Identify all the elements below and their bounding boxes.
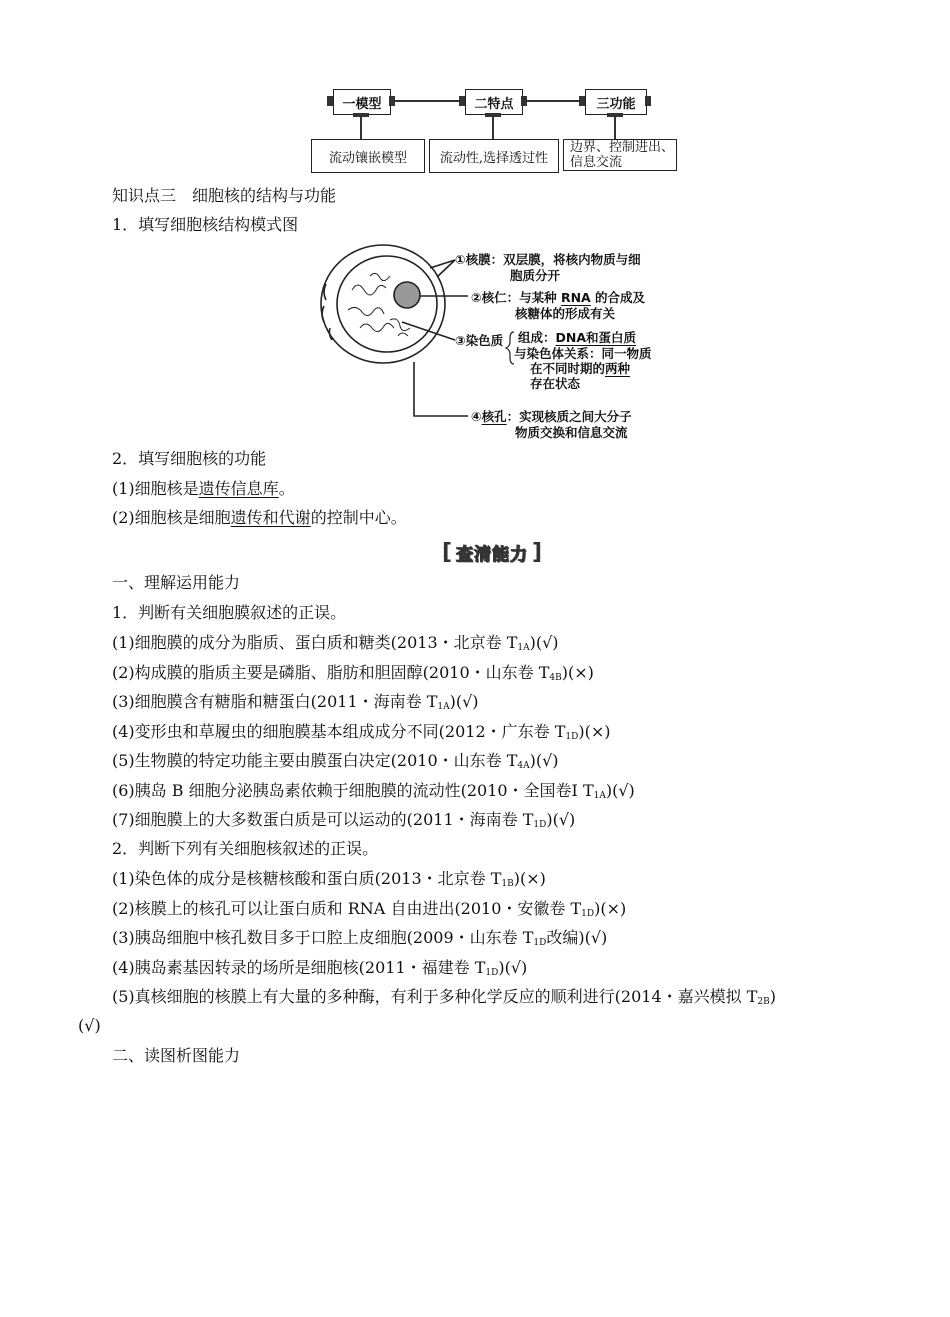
text: 的控制中心。 <box>310 508 407 527</box>
label-text-underlined: 核孔 <box>481 409 507 424</box>
label-text: 核糖体的形成有关 <box>515 306 616 321</box>
label-text: 组成： <box>518 330 556 345</box>
judgement: )(√) <box>449 692 479 711</box>
connector-plug <box>521 96 527 106</box>
connector-plug <box>645 96 651 106</box>
connector-line <box>526 100 584 102</box>
question-2: 2．判断下列有关细胞核叙述的正误。 <box>112 839 379 858</box>
section-banner <box>436 539 548 565</box>
subscript: 1D <box>565 731 579 742</box>
question-1-item-5 <box>112 751 559 776</box>
label-nucleolus <box>471 290 645 305</box>
concept-label: 流动镶嵌模型 <box>328 150 407 166</box>
label-text: ③染色质 <box>455 333 504 348</box>
text: (2)核膜上的核孔可以让蛋白质和 RNA 自由进出(2010・安徽卷 T <box>112 898 582 918</box>
concept-label: 边界、控制进出、 <box>570 140 675 155</box>
question-2-item-4 <box>112 958 527 983</box>
concept-label: 三功能 <box>596 96 636 112</box>
connector-line <box>394 100 464 102</box>
text: (1)细胞核是 <box>112 479 199 498</box>
concept-top-model <box>333 89 391 115</box>
judgement: )(×) <box>578 721 611 741</box>
pore-marks <box>322 284 332 340</box>
question-1-item-3 <box>112 692 479 717</box>
bracket-left: [ <box>441 539 452 565</box>
label-chromatin-relation-end <box>530 376 580 391</box>
concept-bottom-features <box>429 139 559 173</box>
label-text-underlined: 两种 <box>605 361 631 376</box>
label-text-underlined: RNA <box>560 290 591 305</box>
connector-line <box>360 117 362 139</box>
label-nuclear-envelope-cont <box>510 268 560 283</box>
connector-plug <box>389 96 395 106</box>
judgement: )(√) <box>605 780 635 800</box>
text: (4)胰岛素基因转录的场所是细胞核(2011・福建卷 T <box>112 957 486 977</box>
text: (1)染色体的成分是核糖核酸和蛋白质(2013・北京卷 T <box>112 869 502 888</box>
text: (6)胰岛 B 细胞分泌胰岛素依赖于细胞膜的流动性(2010・全国卷Ⅰ T <box>112 780 594 800</box>
label-text: ：实现核质之间大分子 <box>506 409 632 424</box>
concept-top-features <box>465 89 523 115</box>
question-2-item-2 <box>112 899 626 924</box>
subscript: 1D <box>533 938 547 948</box>
text: (1)细胞膜的成分为脂质、蛋白质和糖类(2013・北京卷 T <box>112 633 518 652</box>
label-chromatin-relation-cont <box>530 361 630 376</box>
subscript: 1B <box>501 879 514 889</box>
concept-label: 二特点 <box>474 96 514 112</box>
subscript: 2B <box>757 997 770 1007</box>
concept-bottom-functions <box>563 139 677 171</box>
label-text: 的合成及 <box>590 290 646 305</box>
question-2-item-5-answer: (√) <box>78 1016 101 1035</box>
section-title: 知识点三 细胞核的结构与功能 <box>112 186 337 205</box>
label-text: 存在状态 <box>530 376 581 391</box>
concept-label: 信息交流 <box>570 155 623 170</box>
judgement: )(√) <box>498 957 528 977</box>
label-text: ②核仁：与某种 <box>471 290 561 305</box>
text: 。 <box>278 479 295 498</box>
text: (2)构成膜的脂质主要是磷脂、脂肪和胆固醇(2010・山东卷 T <box>112 662 550 682</box>
label-nuclear-envelope <box>455 252 641 267</box>
item-heading: 2．填写细胞核的功能 <box>112 449 267 468</box>
text: (2)细胞核是细胞 <box>112 508 231 527</box>
judgement: )(×) <box>513 869 546 888</box>
label-chromatin-relation <box>514 346 652 361</box>
subscript: 1A <box>437 702 450 712</box>
text: (3)细胞膜含有糖脂和糖蛋白(2011・海南卷 T <box>112 692 438 711</box>
subscript: 4B <box>549 672 562 683</box>
function-2 <box>112 508 407 528</box>
subscript: 1D <box>581 908 595 919</box>
question-1-item-2 <box>112 663 594 688</box>
label-text: ①核膜：双层膜，将核内物质与细 <box>455 252 641 267</box>
label-text: 物质交换和信息交流 <box>515 425 628 440</box>
ability-heading-1: 一、理解运用能力 <box>112 573 241 592</box>
subscript: 4A <box>517 761 530 771</box>
chromatin <box>348 273 410 336</box>
leader-line-chromatin <box>402 322 455 340</box>
judgement: )(√) <box>529 633 559 652</box>
subscript: 1D <box>533 820 547 830</box>
answer-underlined: 遗传和代谢 <box>230 508 311 527</box>
label-nucleolus-cont <box>515 306 615 321</box>
question-1-item-1 <box>112 633 559 658</box>
connector-line <box>614 117 616 139</box>
judgement: )(×) <box>594 898 627 918</box>
question-1-item-7 <box>112 810 575 835</box>
concept-label: 流动性,选择透过性 <box>439 150 549 166</box>
judgement: )(√) <box>529 751 559 770</box>
subscript: 1D <box>485 967 499 978</box>
label-nuclear-pore <box>471 409 632 424</box>
concept-label: 一模型 <box>342 96 382 112</box>
connector-line <box>492 117 494 139</box>
label-text: ④ <box>471 409 482 424</box>
question-1-item-6 <box>112 781 635 806</box>
label-text-underlined: DNA和蛋白质 <box>555 330 637 345</box>
question-2-item-5 <box>112 987 776 1012</box>
nuclear-envelope-inner <box>337 256 437 352</box>
nucleolus <box>394 282 420 308</box>
subscript: 1A <box>517 643 530 653</box>
leader-line-envelope <box>437 260 455 277</box>
question-2-item-3 <box>112 928 607 953</box>
text: (4)变形虫和草履虫的细胞膜基本组成成分不同(2012・广东卷 T <box>112 721 566 741</box>
question-2-item-1 <box>112 869 546 894</box>
leader-line-pore <box>414 362 468 416</box>
chromatin-brace <box>506 332 514 364</box>
banner-title: 查清能力 <box>456 544 528 565</box>
text: (7)细胞膜上的大多数蛋白质是可以运动的(2011・海南卷 T <box>112 810 534 829</box>
question-1: 1．判断有关细胞膜叙述的正误。 <box>112 603 347 622</box>
label-chromatin-composition <box>518 330 636 345</box>
concept-top-functions <box>585 89 647 115</box>
leader-line-envelope <box>430 260 455 268</box>
item-heading: 1．填写细胞核结构模式图 <box>112 215 299 234</box>
concept-bottom-model <box>311 139 425 173</box>
label-text: 在不同时期的 <box>530 361 606 376</box>
label-chromatin <box>455 333 503 348</box>
nuclear-envelope-outer <box>321 245 445 363</box>
judgement: 改编)(√) <box>546 928 608 947</box>
label-text: 与染色体关系：同一物质 <box>514 346 652 361</box>
label-nuclear-pore-cont <box>515 425 628 440</box>
ability-heading-2: 二、读图析图能力 <box>112 1046 241 1065</box>
text: ) <box>769 987 776 1006</box>
judgement: )(×) <box>561 662 594 682</box>
bracket-right: ] <box>532 539 543 565</box>
text: (5)真核细胞的核膜上有大量的多种酶，有利于多种化学反应的顺利进行(2014・嘉兴模拟 T <box>112 987 758 1006</box>
text: (5)生物膜的特定功能主要由膜蛋白决定(2010・山东卷 T <box>112 751 518 770</box>
question-1-item-4 <box>112 722 610 747</box>
subscript: 1A <box>593 790 606 801</box>
answer-underlined: 遗传信息库 <box>198 479 279 498</box>
label-text: 胞质分开 <box>510 268 561 283</box>
text: (3)胰岛细胞中核孔数目多于口腔上皮细胞(2009・山东卷 T <box>112 928 534 947</box>
judgement: )(√) <box>546 810 576 829</box>
function-1 <box>112 479 295 499</box>
